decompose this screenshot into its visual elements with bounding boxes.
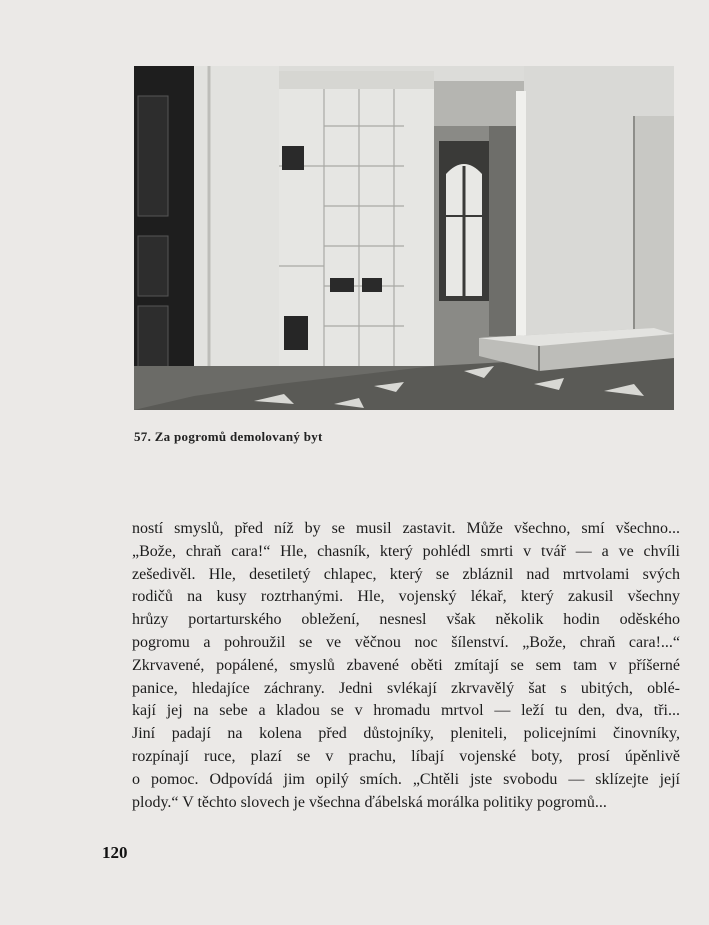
text-line: rodičů na kusy roztrhanými. Hle, vojenský lékař, který zakusil všechny bbox=[132, 588, 680, 606]
text-line: „Bože, chraň cara!“ Hle, chasník, který pohlédl smrti v tvář — a ve chvíli bbox=[132, 542, 680, 560]
text-line: pogromu a pohroužil se ve věčnou noc šílenství. „Bože, chraň cara!...“ bbox=[132, 633, 680, 651]
page-number: 120 bbox=[102, 843, 128, 862]
text-line: panice, hledajíce záchrany. Jedni svlékají zkrvavělý šat s ubitých, oblé- bbox=[132, 679, 680, 697]
figure-caption: 57. Za pogromů demolovaný byt bbox=[134, 429, 323, 444]
text-line: Jiní padají na kolena před důstojníky, pleniteli, policejními činovníky, bbox=[132, 725, 680, 743]
text-line: plody.“ V těchto slovech je všechna ďábelská morálka politiky pogromů... bbox=[132, 793, 607, 811]
text-line: zešedivěl. Hle, desetiletý chlapec, který se zbláznil nad mrtvolami svých bbox=[132, 565, 680, 583]
text-line: kají jej na sebe a kladou se v hromadu mrtvol — leží tu den, dva, tři... bbox=[132, 702, 680, 720]
demolished-room-image bbox=[134, 66, 674, 410]
figure-photo bbox=[134, 66, 674, 410]
text-line: o pomoc. Odpovídá jim opilý smích. „Chtěli jste svobodu — sklízejte její bbox=[132, 770, 680, 788]
text-line: hrůzy portarturského obležení, nesnesl však několik hodin oděského bbox=[132, 611, 680, 629]
text-line: rozpínají ruce, plazí se v prachu, líbají vojenské boty, prosí úpěnlivě bbox=[132, 747, 680, 765]
body-paragraph bbox=[132, 518, 680, 814]
text-line: ností smyslů, před níž by se musil zastavit. Může všechno, smí všechno... bbox=[132, 520, 680, 537]
text-line: Zkrvavené, popálené, smyslů zbavené oběti zmítají se sem tam v příšerné bbox=[132, 656, 680, 674]
